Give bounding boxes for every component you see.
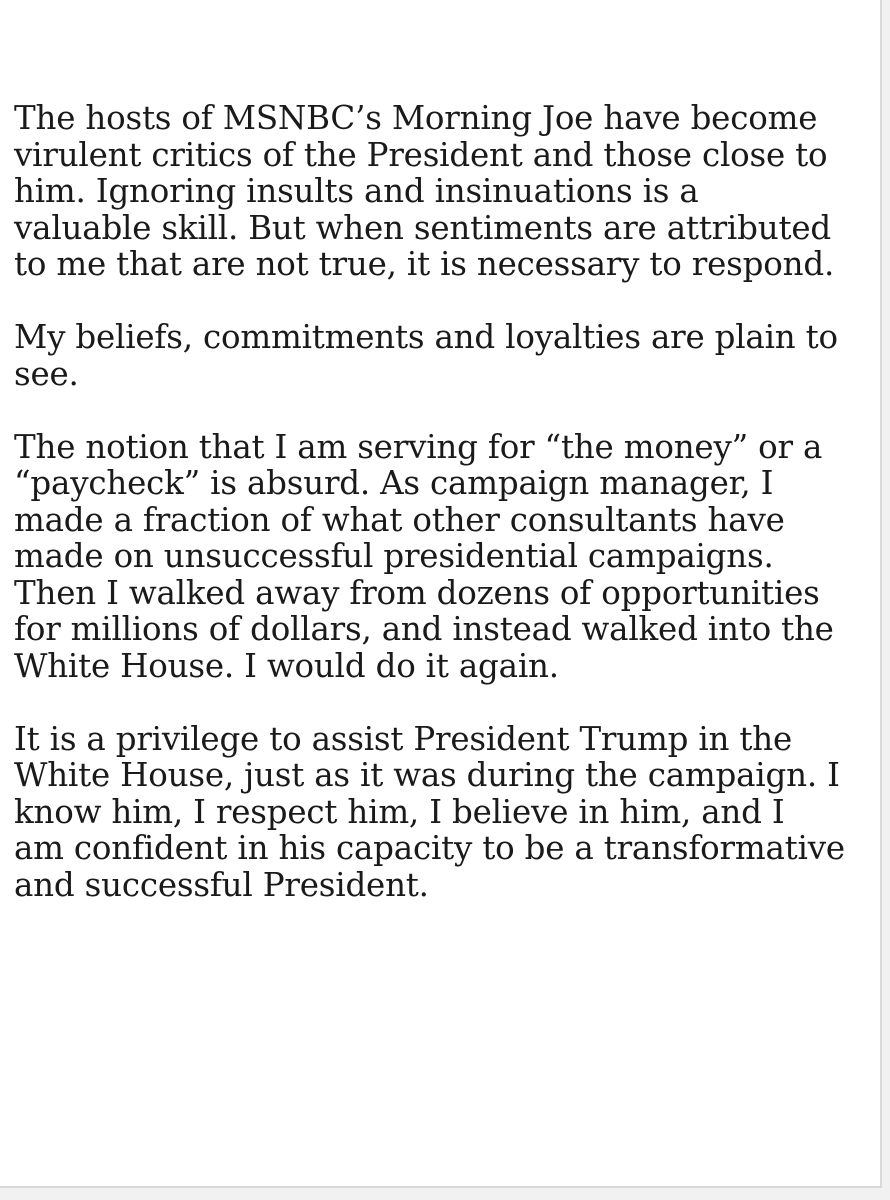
text-line: made a fraction of what other consultants have [14,500,785,539]
text-line: made on unsuccessful presidential campaigns. [14,537,774,575]
text-line: virulent critics of the President and those close to [14,135,828,174]
text-line: It is a privilege to assist President Trump in the [14,719,793,758]
text-line: “paycheck” is absurd. As campaign manager, I [14,464,774,502]
text-line: for millions of dollars, and instead walked into the [14,610,834,648]
text-line: to me that are not true, it is necessary to respond. [14,245,835,283]
paragraph-3 [14,429,876,685]
paragraph-1 [14,100,876,283]
text-line: know him, I respect him, I believe in him, and I [14,792,785,831]
text-line: Then I walked away from dozens of opportunities [14,573,820,612]
text-line: see. [14,354,79,393]
paragraph-2 [14,319,876,392]
text-line: The notion that I am serving for “the money” or a [14,427,823,466]
text-line: valuable skill. But when sentiments are attributed [14,208,831,247]
text-line: White House, just as it was during the campaign. I [14,756,840,794]
paragraph-4 [14,721,876,904]
text-line: The hosts of MSNBC’s Morning Joe have become [14,99,818,137]
text-line: White House. I would do it again. [14,646,559,685]
text-line: him. Ignoring insults and insinuations is a [14,172,699,210]
statement-body [14,100,876,940]
text-line: My beliefs, commitments and loyalties are plain to [14,318,838,356]
text-line: and successful President. [14,865,429,904]
text-line: am confident in his capacity to be a transformative [14,829,845,867]
